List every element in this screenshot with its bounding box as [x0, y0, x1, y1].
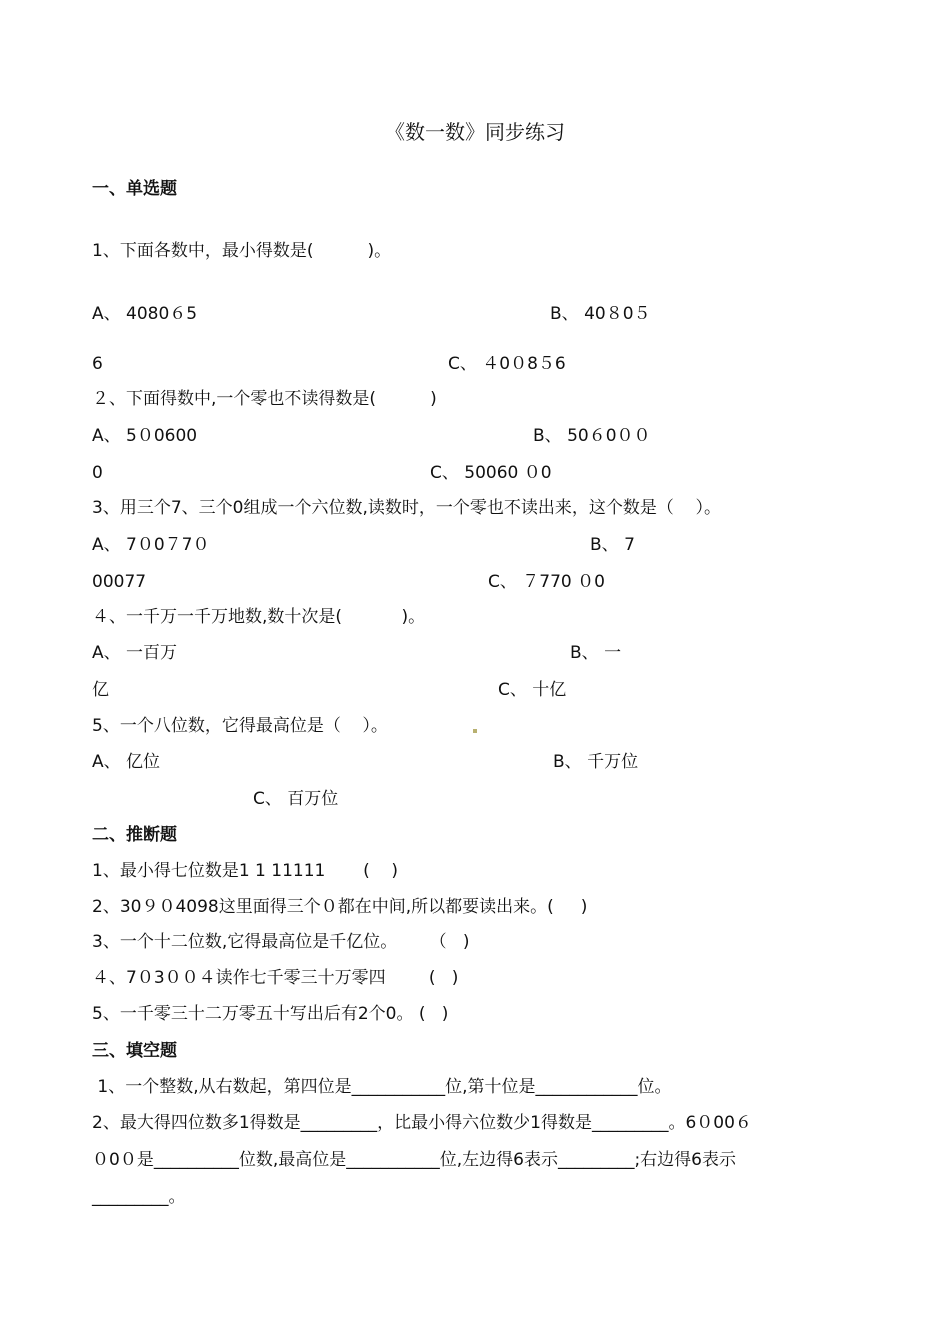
- question-1-option-b-wrap: 6: [92, 354, 103, 374]
- question-3-stem: 3、用三个7、三个0组成一个六位数,读数时，一个零也不读出来，这个数是（ ）。: [92, 498, 721, 518]
- question-3-option-a: A、 7０0７7０: [92, 535, 210, 555]
- question-5-stem: 5、一个八位数，它得最高位是（ ）。: [92, 716, 388, 736]
- question-1-stem: 1、下面各数中，最小得数是( )。: [92, 241, 392, 261]
- question-1-option-c: C、 ４0０8５6: [448, 354, 566, 374]
- question-2-option-a: A、 5０0600: [92, 426, 198, 446]
- section-heading-single-choice: 一、单选题: [92, 179, 177, 199]
- question-4-option-c: C、 十亿: [498, 680, 567, 700]
- section-heading-judgement: 二、推断题: [92, 825, 177, 845]
- question-2-option-b-wrap: 0: [92, 463, 103, 483]
- section-heading-fill-in: 三、填空题: [92, 1041, 177, 1061]
- question-2-option-b: B、 50６0００: [533, 426, 651, 446]
- fill-item-2-line-2: ０0０是__________位数,最高位是___________位,左边得6表示_________;右边得6表示: [92, 1150, 736, 1170]
- question-3-option-b: B、 7: [590, 535, 635, 555]
- judge-item-3: 3、一个十二位数,它得最高位是千亿位。 （ ): [92, 932, 470, 952]
- judge-item-2: 2、30９０4098这里面得三个０都在中间,所以都要读出来。( ): [92, 897, 588, 917]
- judge-item-5: 5、一千零三十二万零五十写出后有2个0。 ( ): [92, 1004, 449, 1024]
- question-4-stem: ４、一千万一千万地数,数十次是( )。: [92, 607, 426, 627]
- question-3-option-b-wrap: 00077: [92, 572, 147, 592]
- question-5-option-b: B、 千万位: [553, 752, 639, 772]
- question-1-option-b: B、 40８0５: [550, 304, 651, 324]
- fill-item-2-line-1: 2、最大得四位数多1得数是_________，比最小得六位数少1得数是_________。6０00６: [92, 1113, 752, 1133]
- question-4-option-b-wrap: 亿: [92, 680, 109, 700]
- judge-item-1: 1、最小得七位数是1 1 11111 ( ): [92, 861, 399, 881]
- fill-item-2-line-3: _________。: [92, 1187, 186, 1207]
- fill-item-1: 1、一个整数,从右数起，第四位是___________位,第十位是____________位。: [92, 1077, 672, 1097]
- question-4-option-b: B、 一: [570, 643, 622, 663]
- question-1-option-a: A、 4080６5: [92, 304, 198, 324]
- page-title: 《数一数》同步练习: [385, 120, 565, 144]
- judge-item-4: ４、7０3００４读作七千零三十万零四 ( ): [92, 968, 459, 988]
- question-3-option-c: C、 ７770 ０0: [488, 572, 605, 592]
- question-2-option-c: C、 50060 ０0: [430, 463, 552, 483]
- question-4-option-a: A、 一百万: [92, 643, 178, 663]
- speck-mark: [473, 729, 477, 733]
- question-5-option-c: C、 百万位: [253, 789, 339, 809]
- question-2-stem: ２、下面得数中,一个零也不读得数是( ): [92, 389, 437, 409]
- question-5-option-a: A、 亿位: [92, 752, 161, 772]
